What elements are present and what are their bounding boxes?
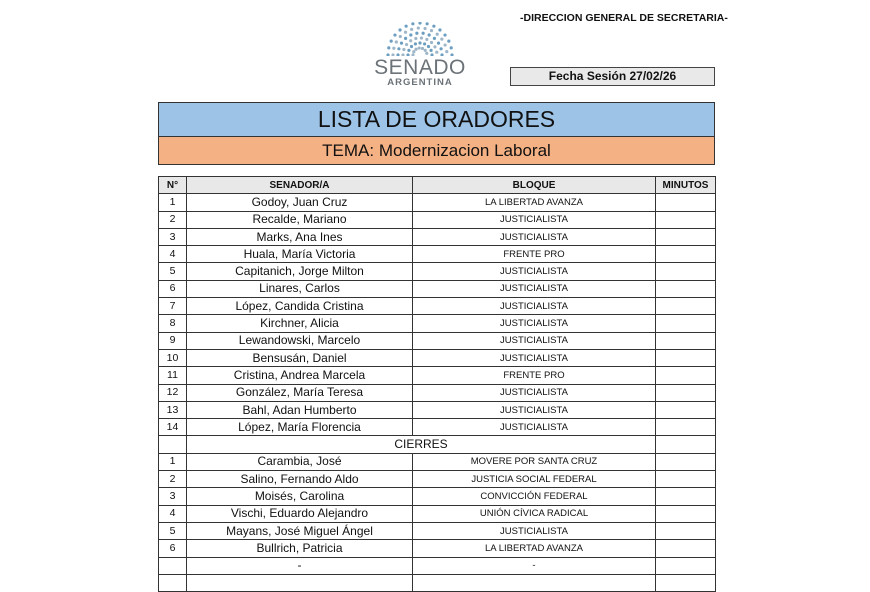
row-number: 8 — [159, 315, 187, 332]
dome-dot — [417, 26, 420, 29]
senador-name: Recalde, Mariano — [187, 211, 413, 228]
bloque-name: JUSTICIALISTA — [413, 419, 656, 436]
senador-name — [187, 574, 413, 591]
dome-dot — [422, 32, 425, 35]
dome-dot — [397, 47, 400, 50]
table-row — [159, 263, 716, 280]
minutos-cell — [656, 315, 716, 332]
dome-dot — [425, 52, 428, 55]
dome-dot — [424, 49, 427, 52]
dome-dot — [436, 33, 439, 36]
dome-dot — [423, 27, 426, 30]
dome-dot — [425, 38, 428, 41]
dome-dot — [393, 33, 396, 36]
minutos-cell — [656, 332, 716, 349]
dome-dot — [430, 41, 433, 44]
dome-dot — [429, 49, 432, 52]
dome-icon — [386, 22, 454, 56]
dome-dot — [387, 46, 390, 49]
logo-title: SENADO — [374, 56, 466, 79]
session-date: Fecha Sesión 27/02/26 — [510, 67, 715, 86]
row-number: 3 — [159, 228, 187, 245]
dome-dot — [418, 46, 421, 49]
row-number: 4 — [159, 246, 187, 263]
table-row — [159, 280, 716, 297]
bloque-name: LA LIBERTAD AVANZA — [413, 194, 656, 211]
bloque-name: JUSTICIALISTA — [413, 349, 656, 366]
row-number: 2 — [159, 211, 187, 228]
minutos-cell — [656, 488, 716, 505]
senador-name: - — [187, 557, 413, 574]
minutos-cell — [656, 471, 716, 488]
senador-name: Salino, Fernando Aldo — [187, 471, 413, 488]
minutos-cell — [656, 574, 716, 591]
col-bloque: BLOQUE — [413, 177, 656, 194]
table-row — [159, 384, 716, 401]
row-number: 11 — [159, 367, 187, 384]
minutos-cell — [656, 453, 716, 470]
row-number: 2 — [159, 471, 187, 488]
dome-dot — [433, 45, 436, 48]
dome-dot — [410, 45, 413, 48]
table-row — [159, 505, 716, 522]
empty-cell — [656, 436, 716, 453]
table-row — [159, 419, 716, 436]
dome-dot — [400, 42, 403, 45]
dome-dot — [438, 28, 441, 31]
minutos-cell — [656, 263, 716, 280]
senador-name: López, Candida Cristina — [187, 298, 413, 315]
bloque-name: JUSTICIALISTA — [413, 332, 656, 349]
senador-name: Godoy, Juan Cruz — [187, 194, 413, 211]
table-row — [159, 453, 716, 470]
table-row — [159, 574, 716, 591]
row-number: 6 — [159, 280, 187, 297]
dome-dot — [407, 49, 410, 52]
table-row — [159, 246, 716, 263]
dome-dot — [428, 33, 431, 36]
dome-dot — [395, 40, 398, 43]
senador-name: Bahl, Adan Humberto — [187, 401, 413, 418]
bloque-name: JUSTICIALISTA — [413, 522, 656, 539]
dome-dot — [405, 25, 408, 28]
dome-dot — [427, 45, 430, 48]
senado-logo — [372, 22, 468, 88]
table-row — [159, 228, 716, 245]
row-number: 14 — [159, 419, 187, 436]
minutos-cell — [656, 228, 716, 245]
bloque-name: LA LIBERTAD AVANZA — [413, 540, 656, 557]
bloque-name: FRENTE PRO — [413, 367, 656, 384]
table-row — [159, 315, 716, 332]
dome-dot — [398, 28, 401, 31]
bloque-name: CONVICCIÓN FEDERAL — [413, 488, 656, 505]
minutos-cell — [656, 211, 716, 228]
page-title: LISTA DE ORADORES — [158, 102, 715, 137]
row-number: 4 — [159, 505, 187, 522]
row-number: 10 — [159, 349, 187, 366]
row-number: 9 — [159, 332, 187, 349]
table-row — [159, 522, 716, 539]
row-number — [159, 574, 187, 591]
dome-dot — [412, 50, 415, 53]
senador-name: Bensusán, Daniel — [187, 349, 413, 366]
table-row — [159, 557, 716, 574]
dome-dot — [414, 48, 417, 51]
dome-dot — [433, 37, 436, 40]
dome-dot — [415, 32, 418, 35]
table-row — [159, 332, 716, 349]
bloque-name: JUSTICIALISTA — [413, 211, 656, 228]
minutos-cell — [656, 280, 716, 297]
dome-dot — [445, 50, 448, 53]
dome-dot — [392, 47, 395, 50]
topic: TEMA: Modernizacion Laboral — [158, 137, 715, 165]
row-number: 1 — [159, 194, 187, 211]
bloque-name: MOVERE POR SANTA CRUZ — [413, 453, 656, 470]
minutos-cell — [656, 505, 716, 522]
dome-dot — [411, 22, 414, 25]
row-number — [159, 557, 187, 574]
dome-dot — [440, 38, 443, 41]
senador-name: Vischi, Eduardo Alejandro — [187, 505, 413, 522]
dome-dot — [450, 46, 453, 49]
dome-dot — [440, 47, 443, 50]
table-row — [159, 471, 716, 488]
table-header — [159, 177, 716, 194]
bloque-name: JUSTICIALISTA — [413, 263, 656, 280]
senador-name: Mayans, José Miguel Ángel — [187, 522, 413, 539]
table-row — [159, 349, 716, 366]
table-row — [159, 401, 716, 418]
table-row — [159, 367, 716, 384]
dome-dot — [447, 40, 450, 43]
dome-dot — [409, 33, 412, 36]
table-row — [159, 540, 716, 557]
bloque-name: JUSTICIALISTA — [413, 315, 656, 332]
bloque-name: - — [413, 557, 656, 574]
bloque-name: JUSTICIALISTA — [413, 384, 656, 401]
department-heading: -DIRECCION GENERAL DE SECRETARIA- — [520, 12, 728, 24]
dome-dot — [418, 22, 421, 25]
bloque-name: UNIÓN CÍVICA RADICAL — [413, 505, 656, 522]
bloque-name: JUSTICIA SOCIAL FEDERAL — [413, 471, 656, 488]
minutos-cell — [656, 557, 716, 574]
senador-name: Moisés, Carolina — [187, 488, 413, 505]
dome-dot — [443, 33, 446, 36]
senador-name: Marks, Ana Ines — [187, 228, 413, 245]
row-number: 6 — [159, 540, 187, 557]
logo-subtitle: ARGENTINA — [387, 77, 453, 88]
minutos-cell — [656, 246, 716, 263]
senador-name: Cristina, Andrea Marcela — [187, 367, 413, 384]
row-number: 5 — [159, 263, 187, 280]
dome-dot — [437, 42, 440, 45]
row-number: 12 — [159, 384, 187, 401]
table-row — [159, 488, 716, 505]
dome-dot — [435, 51, 438, 54]
dome-dot — [404, 37, 407, 40]
senador-name: Kirchner, Alicia — [187, 315, 413, 332]
dome-dot — [420, 36, 423, 39]
cierres-label: CIERRES — [187, 436, 656, 453]
bloque-name: JUSTICIALISTA — [413, 298, 656, 315]
senador-name: Lewandowski, Marcelo — [187, 332, 413, 349]
col-senador: SENADOR/A — [187, 177, 413, 194]
dome-dot — [421, 47, 424, 50]
row-number: 13 — [159, 401, 187, 418]
minutos-cell — [656, 194, 716, 211]
senador-name: Linares, Carlos — [187, 280, 413, 297]
dome-dot — [418, 41, 421, 44]
minutos-cell — [656, 419, 716, 436]
cierres-section-row — [159, 436, 716, 453]
dome-dot — [409, 39, 412, 42]
minutos-cell — [656, 349, 716, 366]
bloque-name: JUSTICIALISTA — [413, 228, 656, 245]
col-minutos: MINUTOS — [656, 177, 716, 194]
dome-dot — [404, 31, 407, 34]
minutos-cell — [656, 367, 716, 384]
senador-name: Bullrich, Patricia — [187, 540, 413, 557]
table-row — [159, 211, 716, 228]
minutos-cell — [656, 384, 716, 401]
dome-dot — [399, 35, 402, 38]
dome-dot — [390, 40, 393, 43]
dome-dot — [423, 42, 426, 45]
senador-name: López, María Florencia — [187, 419, 413, 436]
minutos-cell — [656, 522, 716, 539]
row-number: 5 — [159, 522, 187, 539]
row-number: 7 — [159, 298, 187, 315]
bloque-name: FRENTE PRO — [413, 246, 656, 263]
bloque-name — [413, 574, 656, 591]
dome-dot — [402, 48, 405, 51]
table-row — [159, 194, 716, 211]
dome-dot — [414, 37, 417, 40]
senador-name: Carambia, José — [187, 453, 413, 470]
col-number: N° — [159, 177, 187, 194]
table-row — [159, 298, 716, 315]
dome-dot — [405, 43, 408, 46]
bloque-name: JUSTICIALISTA — [413, 280, 656, 297]
minutos-cell — [656, 401, 716, 418]
row-number: 3 — [159, 488, 187, 505]
row-number: 1 — [159, 453, 187, 470]
senador-name: Huala, María Victoria — [187, 246, 413, 263]
bloque-name: JUSTICIALISTA — [413, 401, 656, 418]
dome-dot — [444, 43, 447, 46]
speakers-table — [158, 176, 716, 592]
dome-dot — [410, 28, 413, 31]
dome-dot — [430, 29, 433, 32]
minutos-cell — [656, 540, 716, 557]
dome-dot — [432, 25, 435, 28]
empty-cell — [159, 436, 187, 453]
senador-name: Capitanich, Jorge Milton — [187, 263, 413, 280]
minutos-cell — [656, 298, 716, 315]
dome-dot — [414, 42, 417, 45]
senador-name: González, María Teresa — [187, 384, 413, 401]
dome-dot — [426, 22, 429, 25]
